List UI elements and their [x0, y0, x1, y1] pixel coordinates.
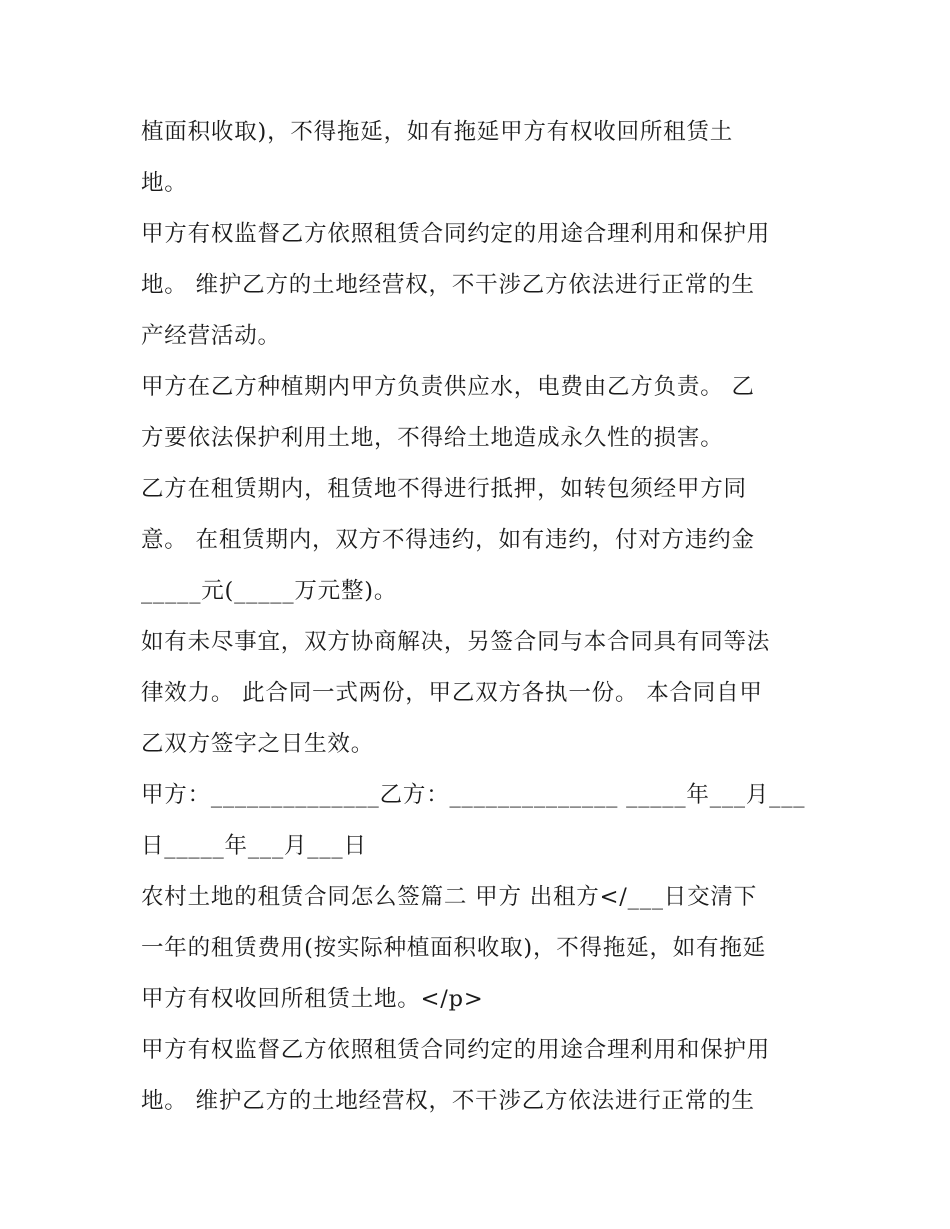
- text-line: 意。 在租赁期内，双方不得违约，如有违约，付对方违约金: [141, 527, 755, 553]
- text-line: 地。: [141, 170, 188, 196]
- text-line: 甲方有权收回所租赁土地。</p>: [141, 986, 484, 1012]
- text-line: 农村土地的租赁合同怎么签篇二 甲方 出租方</___日交清下: [141, 884, 757, 910]
- text-line: _____元(_____万元整)。: [141, 578, 398, 604]
- text-line: 如有未尽事宜，双方协商解决，另签合同与本合同具有同等法: [141, 629, 771, 655]
- text-line: 乙双方签字之日生效。: [141, 731, 375, 757]
- text-line: 植面积收取)，不得拖延，如有拖延甲方有权收回所租赁土: [141, 119, 734, 145]
- text-line: 方要依法保护利用土地，不得给土地造成永久性的损害。: [141, 425, 724, 451]
- text-line: 甲方在乙方种植期内甲方负责供应水，电费由乙方负责。 乙: [141, 374, 755, 400]
- text-line: 一年的租赁费用(按实际种植面积收取)，不得拖延，如有拖延: [141, 935, 766, 961]
- text-line: 甲方有权监督乙方依照租赁合同约定的用途合理利用和保护用: [141, 1037, 771, 1063]
- text-line: 地。 维护乙方的土地经营权，不干涉乙方依法进行正常的生: [141, 1088, 755, 1114]
- date-line: 日_____年___月___日: [141, 833, 367, 859]
- text-line: 律效力。 此合同一式两份，甲乙双方各执一份。 本合同自甲: [141, 680, 763, 706]
- signature-line: 甲方：______________乙方：______________ _____年___月___: [141, 782, 806, 808]
- document-body: [141, 107, 821, 1127]
- text-line: 产经营活动。: [141, 323, 281, 349]
- text-line: 地。 维护乙方的土地经营权，不干涉乙方依法进行正常的生: [141, 272, 755, 298]
- text-line: 乙方在租赁期内，租赁地不得进行抵押，如转包须经甲方同: [141, 476, 747, 502]
- text-line: 甲方有权监督乙方依照租赁合同约定的用途合理利用和保护用: [141, 221, 771, 247]
